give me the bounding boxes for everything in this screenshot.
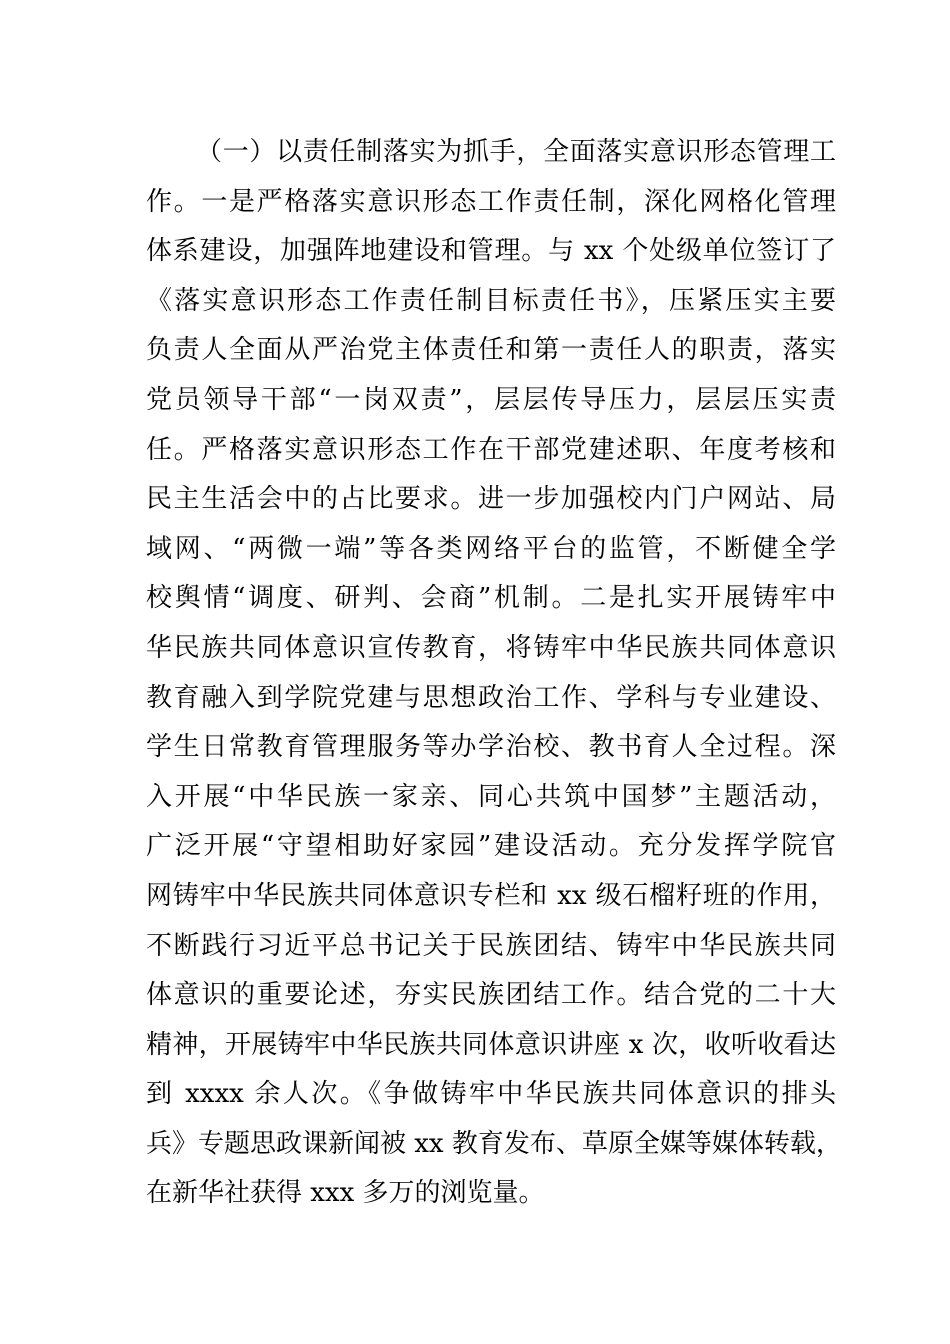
paragraph-line-6: 党员领导干部“一岗双责”，层层传导压力，层层压实责 <box>146 384 836 415</box>
paragraph-line-13: 学生日常教育管理服务等办学治校、教书育人全过程。深 <box>146 732 836 763</box>
paragraph-line-15: 广泛开展“守望相助好家园”建设活动。充分发挥学院官 <box>146 831 836 862</box>
paragraph <box>146 128 842 1219</box>
paragraph-line-11: 华民族共同体意识宣传教育，将铸牢中华民族共同体意识 <box>146 632 836 663</box>
paragraph-line-12: 教育融入到学院党建与思想政治工作、学科与专业建设、 <box>146 682 836 713</box>
paragraph-line-20: 到 xxxx 余人次。《争做铸牢中华民族共同体意识的排头 <box>146 1079 836 1110</box>
paragraph-line-9: 域网、“两微一端”等各类网络平台的监管，不断健全学 <box>146 533 836 564</box>
paragraph-line-22: 在新华社获得 xxx 多万的浏览量。 <box>146 1178 545 1209</box>
paragraph-line-2: 作。一是严格落实意识形态工作责任制，深化网格化管理 <box>146 186 836 217</box>
paragraph-line-1: （一）以责任制落实为抓手，全面落实意识形态管理工 <box>196 137 836 167</box>
paragraph-line-10: 校舆情“调度、研判、会商”机制。二是扎实开展铸牢中 <box>146 583 836 614</box>
paragraph-line-14: 入开展“中华民族一家亲、同心共筑中国梦”主题活动， <box>146 781 836 812</box>
paragraph-line-5: 负责人全面从严治党主体责任和第一责任人的职责，落实 <box>146 335 836 366</box>
paragraph-line-16: 网铸牢中华民族共同体意识专栏和 xx 级石榴籽班的作用， <box>146 880 836 911</box>
paragraph-line-21: 兵》专题思政课新闻被 xx 教育发布、草原全媒等媒体转载， <box>146 1128 842 1159</box>
paragraph-line-4: 《落实意识形态工作责任制目标责任书》，压紧压实主要 <box>146 285 836 316</box>
paragraph-line-17: 不断践行习近平总书记关于民族团结、铸牢中华民族共同 <box>146 930 836 961</box>
paragraph-line-7: 任。严格落实意识形态工作在干部党建述职、年度考核和 <box>146 434 836 465</box>
paragraph-line-18: 体意识的重要论述，夯实民族团结工作。结合党的二十大 <box>146 980 836 1011</box>
paragraph-line-8: 民主生活会中的占比要求。进一步加强校内门户网站、局 <box>146 484 836 515</box>
paragraph-line-3: 体系建设，加强阵地建设和管理。与 xx 个处级单位签订了 <box>146 236 836 267</box>
paragraph-line-19: 精神，开展铸牢中华民族共同体意识讲座 x 次，收听收看达 <box>146 1029 836 1060</box>
